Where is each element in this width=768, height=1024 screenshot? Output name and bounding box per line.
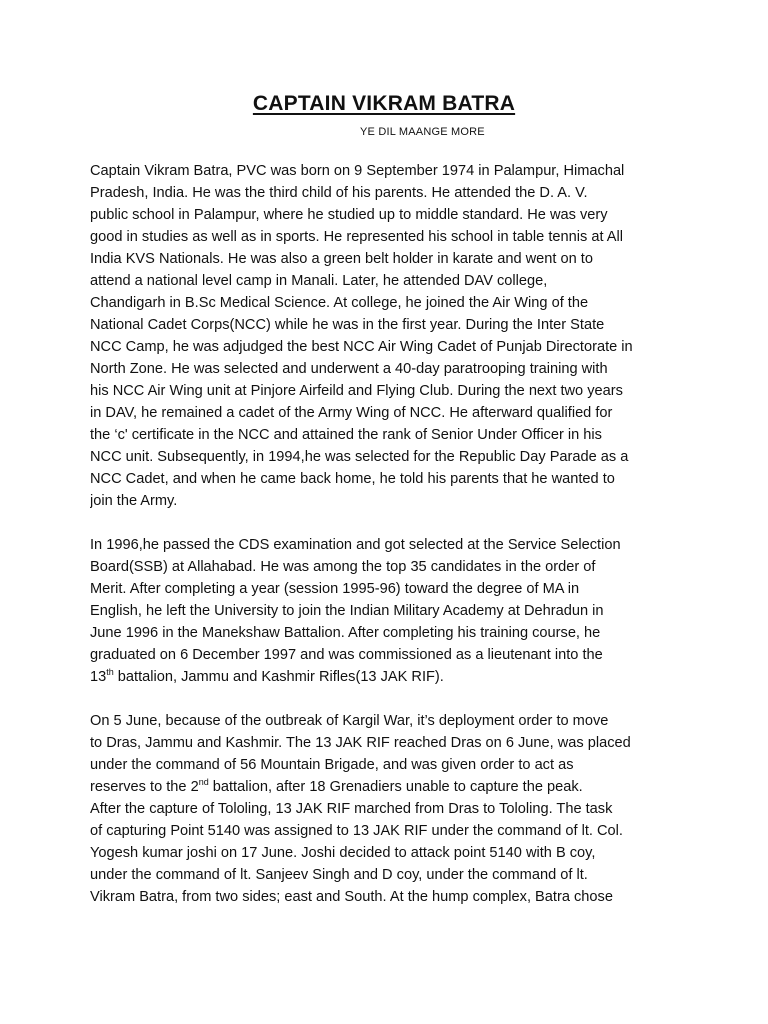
paragraph-line: India KVS Nationals. He was also a green belt holder in karate and went on to — [90, 251, 593, 267]
paragraph-line: under the command of 56 Mountain Brigade, and was given order to act as — [90, 757, 574, 773]
paragraph-line: Captain Vikram Batra, PVC was born on 9 September 1974 in Palampur, Himachal — [90, 163, 625, 179]
paragraph-line: Chandigarh in B.Sc Medical Science. At college, he joined the Air Wing of the — [90, 295, 589, 311]
paragraph-line: NCC unit. Subsequently, in 1994,he was selected for the Republic Day Parade as a — [90, 449, 629, 465]
paragraph-line: National Cadet Corps(NCC) while he was in the first year. During the Inter State — [90, 317, 605, 333]
paragraph-line: Vikram Batra, from two sides; east and South. At the hump complex, Batra chose — [90, 889, 613, 905]
paragraph-line: under the command of lt. Sanjeev Singh and D coy, under the command of lt. — [90, 867, 588, 883]
paragraph-line: public school in Palampur, where he studied up to middle standard. He was very — [90, 207, 608, 223]
paragraph-line: in DAV, he remained a cadet of the Army Wing of NCC. He afterward qualified for — [90, 405, 613, 421]
paragraph-line: graduated on 6 December 1997 and was commissioned as a lieutenant into the — [90, 647, 603, 663]
paragraph-line: of capturing Point 5140 was assigned to 13 JAK RIF under the command of lt. Col. — [90, 823, 623, 839]
paragraph-military-training — [90, 534, 690, 688]
paragraph-line: English, he left the University to join the Indian Military Academy at Dehradun in — [90, 603, 604, 619]
paragraph-line: On 5 June, because of the outbreak of Kargil War, it’s deployment order to move — [90, 713, 609, 729]
page-title: CAPTAIN VIKRAM BATRA — [252, 92, 516, 115]
paragraph-line: NCC Cadet, and when he came back home, he told his parents that he wanted to — [90, 471, 615, 487]
paragraph-line: June 1996 in the Manekshaw Battalion. After completing his training course, he — [90, 625, 601, 641]
paragraph-line: Pradesh, India. He was the third child of his parents. He attended the D. A. V. — [90, 185, 588, 201]
paragraph-line: his NCC Air Wing unit at Pinjore Airfeild and Flying Club. During the next two years — [90, 383, 623, 399]
paragraph-line: join the Army. — [90, 493, 178, 509]
paragraph-line: to Dras, Jammu and Kashmir. The 13 JAK RIF reached Dras on 6 June, was placed — [90, 735, 631, 751]
paragraph-early-life — [90, 160, 690, 512]
document-body — [90, 160, 690, 930]
paragraph-line: the ‘c' certificate in the NCC and attained the rank of Senior Under Officer in his — [90, 427, 602, 443]
paragraph-line: In 1996,he passed the CDS examination and got selected at the Service Selection — [90, 537, 621, 553]
paragraph-line: 13th battalion, Jammu and Kashmir Rifles(13 JAK RIF). — [90, 667, 444, 685]
paragraph-line: Board(SSB) at Allahabad. He was among the top 35 candidates in the order of — [90, 559, 596, 575]
paragraph-line: North Zone. He was selected and underwent a 40-day paratrooping training with — [90, 361, 608, 377]
paragraph-line: attend a national level camp in Manali. Later, he attended DAV college, — [90, 273, 548, 289]
page-subtitle: YE DIL MAANGE MORE — [360, 126, 485, 138]
paragraph-line: Yogesh kumar joshi on 17 June. Joshi decided to attack point 5140 with B coy, — [90, 845, 596, 861]
paragraph-kargil-war — [90, 710, 690, 908]
paragraph-line: After the capture of Tololing, 13 JAK RIF marched from Dras to Tololing. The task — [90, 801, 613, 817]
paragraph-line: reserves to the 2nd battalion, after 18 Grenadiers unable to capture the peak. — [90, 777, 583, 795]
paragraph-line: good in studies as well as in sports. He represented his school in table tennis at All — [90, 229, 623, 245]
paragraph-line: NCC Camp, he was adjudged the best NCC Air Wing Cadet of Punjab Directorate in — [90, 339, 633, 355]
paragraph-line: Merit. After completing a year (session 1995-96) toward the degree of MA in — [90, 581, 580, 597]
